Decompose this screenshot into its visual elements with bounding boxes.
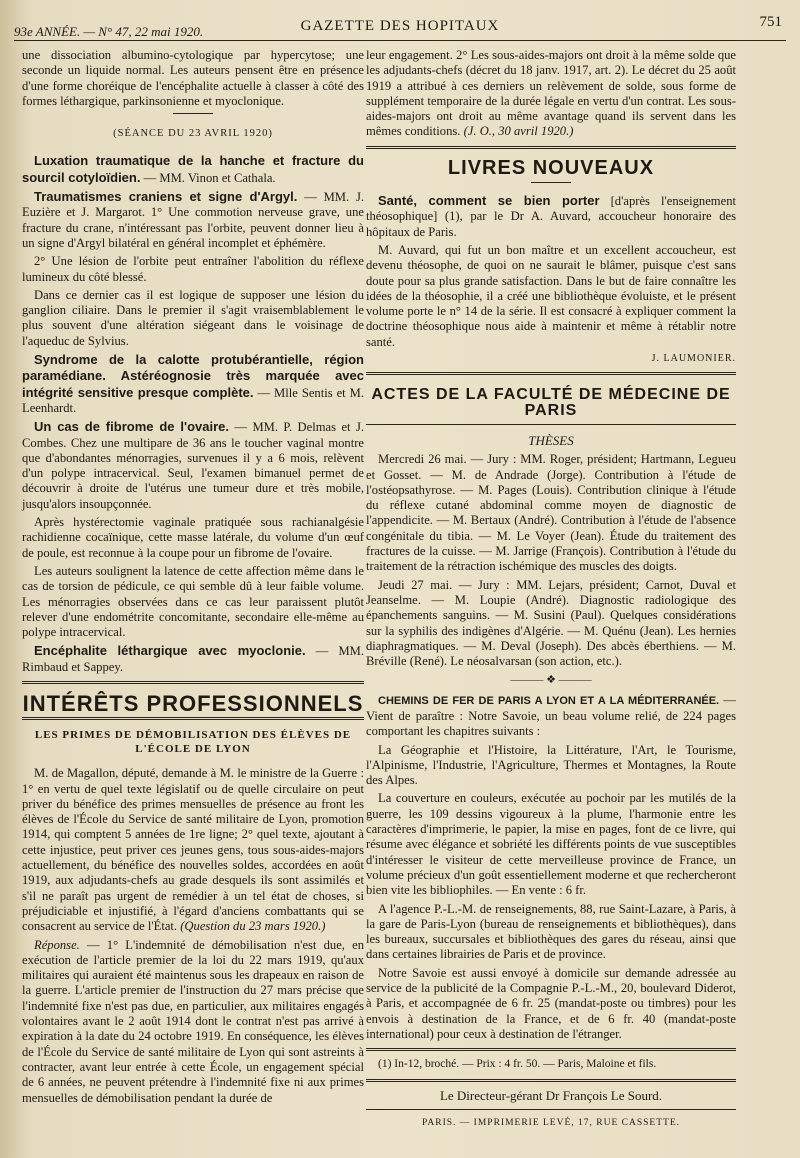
encephalite-title: Encéphalite léthargique avec myoclonie.	[34, 643, 306, 659]
divider	[531, 182, 571, 183]
encephalite-authors: — MM. Rimbaud et Sappey.	[22, 644, 364, 674]
fibrome-text: — MM. P. Delmas et J. Combes. Chez une multipare de 36 ans le toucher vaginal montre que d'abondantes ménorragies, survenues il y a 6 mois, relèvent d'un polype intracervical. Seul, l'examen bimanuel permet de découvrir à droite de l'utérus une tumeur dure et très mobile, jusqu'alors insoupçonnée.	[22, 420, 364, 511]
publication-title: GAZETTE DES HOPITAUX	[300, 18, 500, 34]
luxation-article	[22, 153, 364, 186]
review-signature: J. LAUMONIER.	[651, 353, 736, 365]
sante-text: [d'après l'enseignement théosophique] (1), par le Dr A. Auvard, accoucheur honoraire des hôpitaux de Paris.	[366, 194, 736, 239]
interets-heading: INTÉRÊTS PROFESSIONNELS	[22, 690, 364, 716]
primes-paragraph	[22, 766, 364, 934]
jeudi-paragraph: Jeudi 27 mai. — Jury : MM. Lejars, président; Carnot, Duval et Jeanselme. — M. Loupie (André). Diagnostic radiologique des épanchements sanguins. — M. Susini (Paul). Quelques considérations sur la syphilis des indigènes d'Algérie. — M. Quénu (Jean). Les hernies diaphragmatiques. — M. Deval (Joseph). Des abcès éberthiens. — M. Bréville (René). Le néosalvarsan (son action, etc.).	[366, 577, 736, 669]
imprimerie-line: PARIS. — IMPRIMERIE LEVÉ, 17, RUE CASSETTE.	[422, 1117, 680, 1128]
section-rule	[366, 424, 736, 425]
chapitres-paragraph: La Géographie et l'Histoire, la Littérature, l'Art, le Tourisme, l'Alpinisme, l'Industrie, l'Agriculture, Thermes et Montagnes, la Route des Alpes.	[366, 742, 736, 788]
agence-paragraph: A l'agence P.-L.-M. de renseignements, 88, rue Saint-Lazare, à Paris, à la gare de Paris-Lyon (bureau de renseignements et bibliothèques), dans les bureaux, succursales et bibliothèques des gares du réseau, ainsi que dans certaines librairies de Paris et de province.	[366, 901, 736, 962]
chemins-title: CHEMINS DE FER DE PARIS A LYON ET A LA MÉDITERRANÉE.	[378, 694, 720, 707]
continuation-reference: (J. O., 30 avril 1920.)	[463, 124, 574, 139]
seance-heading: (SÉANCE DU 23 AVRIL 1920)	[113, 128, 273, 140]
lesion-paragraph: 2° Une lésion de l'orbite peut entraîner l'abolition du réflexe lumineux du côté blessé.	[22, 254, 364, 284]
page-number: 751	[759, 14, 782, 30]
notre-savoie-paragraph: Notre Savoie est aussi envoyé à domicile sur demande adressée au service de la publicité de la Compagnie P.-L.-M., 20, boulevard Diderot, à Paris, et accompagnée de 6 fr. 25 (mandat-poste ou timbres) pour les envois à destination de la France, et de 6 fr. 40 (mandat-poste international) pour ceux à destination de l'étranger.	[366, 965, 736, 1041]
chemins-paragraph	[366, 693, 736, 740]
luxation-authors: — MM. Vinon et Cathala.	[143, 170, 276, 185]
footnote: (1) In-12, broché. — Prix : 4 fr. 50. — Paris, Maloine et fils.	[378, 1058, 657, 1071]
sante-title: Santé, comment se bien porter	[378, 193, 600, 209]
reponse-label: Réponse.	[34, 937, 80, 952]
left-column	[22, 48, 364, 1109]
encephalite-article	[22, 643, 364, 675]
primes-text: M. de Magallon, député, demande à M. le ministre de la Guerre : 1° en vertu de quel texte législatif ou de quelle circulaire on peut priver du bénéfice des primes mensuelles de présence au front les élèves de l'École du Service de santé militaire de Lyon, promotion 1914, qui comptent 5 années de 1re ligne; 2° quel texte, ajoutant à cette injustice, peut priver ces jeunes gens, tous sous-aides-majors actuellement, du bénéfice des nouvelles soldes, accordées en août 1919, aux adjudants-chefs au grade desquels ils sont assimilés et s'il ne paraît pas urgent de remédier à un tel état de choses, si préjudiciable et injustifié, à l'égard d'anciens combattants qui se consacrent au service de l'État.	[22, 766, 364, 934]
fibrome-title: Un cas de fibrome de l'ovaire.	[34, 419, 230, 435]
traumatismes-article	[22, 189, 364, 251]
luxation-title: Luxation traumatique de la hanche et fracture du sourcil cotyloïdien.	[22, 153, 364, 185]
question-reference: (Question du 23 mars 1920.)	[180, 919, 326, 934]
sante-review	[366, 193, 736, 240]
auvard-paragraph: M. Auvard, qui fut un bon maître et un excellent accoucheur, est devenu théosophe, de quoi on ne saurait le blâmer, puisque c'est sans doute pour sa plus grande satisfaction. Dans le but de faire connaître les idées de la théosophie, il a créé une bibliothèque évoluiste, et le présent volume porte le n° 14 de la série. Il est consacré à expliquer comment la doctrine théosophique nous aide à maintenir et même à rétablir notre santé.	[366, 242, 736, 349]
gerant-line: Le Directeur-gérant Dr François Le Sourd.	[439, 1087, 663, 1103]
intro-paragraph: une dissociation albumino-cytologique par hypercytose; une seconde un liquide normal. Les auteurs pensent être en présence d'une forme choréique de l'encéphalite actuelle à classer à côté des formes léthargique, parkinsonienne et myoclonique.	[22, 48, 364, 108]
header-rule	[14, 40, 786, 41]
fibrome-article	[22, 419, 364, 512]
mercredi-paragraph: Mercredi 26 mai. — Jury : MM. Roger, président; Hartmann, Legueu et Gosset. — M. de Andrade (Jorge). Contribution à l'étude de l'ostéopsathyrose. — M. Pages (Louis). Contribution clinique à l'étude du réflexe cutané abdominal comme moyen de diagnostic de l'appendicite. — M. Bertaux (André). Contribution à l'étude de l'absence congénitale du tibia. — M. Le Voyer (Jean). Étude du traitement des fractures de la cuisse. — M. Jarrige (François). Contribution à l'étude du traitement de la rétraction ischémique des muscles des doigts.	[366, 452, 736, 574]
page-header	[14, 12, 786, 42]
syndrome-title: Syndrome de la calotte protubérantielle, région paramédiane. Astéréognosie très marquée avec intégrité sensitive presque complète.	[22, 352, 364, 400]
section-rule	[366, 146, 736, 149]
section-rule	[366, 1048, 736, 1051]
reponse-paragraph	[22, 938, 364, 1106]
section-rule	[22, 681, 364, 684]
right-column	[366, 48, 736, 1131]
section-rule	[366, 1109, 736, 1110]
couverture-paragraph: La couverture en couleurs, exécutée au pochoir par les mutilés de la guerre, les 109 dessins vigoureux à la plume, l'harmonie entre les caractères d'imprimerie, le papier, la mise en pages, font de ce livre, qui résume avec élégance et sobriété les différents points de vue susceptibles d'intéresser le visiteur de cette merveilleuse province de France, un volume précieux d'un goût essentiellement moderne et que rechercheront bien vite les bibliophiles. — En vente : 6 fr.	[366, 791, 736, 898]
actes-heading: ACTES DE LA FACULTÉ DE MÉDECINE DE PARIS	[371, 386, 731, 419]
auteurs-paragraph: Les auteurs soulignent la latence de cette affection même dans le cas de torsion de pédicule, ce qui semble dû à leur faible volume. Les ménorragies observées dans ce cas leur paraissent plutôt relever d'une endométrite concomitante, secondaire elle-même au polype intracervical.	[22, 563, 364, 640]
continuation-text: leur engagement. 2° Les sous-aides-majors ont droit à la même solde que les adjudants-chefs (décret du 18 janv. 1917, art. 2). Le décret du 25 août 1919 a attribué à ces derniers un relèvement de solde, sous forme de supplément temporaire de la durée légale en vertu d'un contrat. Les sous-aides-majors ont droit au même avantage quand ils servent dans les mêmes conditions.	[366, 48, 736, 139]
issue-info: 93e ANNÉE. — N° 47, 22 mai 1920.	[14, 24, 204, 39]
traumatismes-text: — MM. J. Euzière et J. Margarot. 1° Une commotion nerveuse grave, une fracture du crane, n'intéressant pas l'orbite, peuvent donner lieu à un signe d'Argyl bilatéral en général incomplet et éphémère.	[22, 190, 364, 250]
chemins-text: — Vient de paraître : Notre Savoie, un beau volume relié, de 224 pages comportant les chapitres suivants :	[366, 692, 736, 739]
syndrome-authors: — Mlle Sentis et M. Leenhardt.	[22, 385, 364, 415]
section-rule	[22, 717, 364, 720]
primes-heading: LES PRIMES DE DÉMOBILISATION DES ÉLÈVES DE L'ÉCOLE DE LYON	[34, 729, 352, 756]
section-rule	[366, 1079, 736, 1082]
dans-paragraph: Dans ce dernier cas il est logique de supposer une lésion du ganglion ciliaire. Dans le premier il s'agit vraisemblablement le plus souvent d'une altération siégeant dans le voisinage de l'aqueduc de Sylvius.	[22, 287, 364, 348]
section-rule	[366, 372, 736, 375]
ornament-divider: ——— ❖ ———	[510, 674, 592, 687]
continuation-paragraph	[366, 48, 736, 140]
syndrome-article	[22, 352, 364, 416]
reponse-text: — 1° L'indemnité de démobilisation n'est due, en exécution de l'article premier de la loi du 22 mars 1919, qu'aux militaires qui auraient été maintenus sous les drapeaux en raison de la guerre. L'article premier de l'instruction du 27 mars précise que l'indemnité fixe n'est pas due, en particulier, aux militaires engagés volontaires avant le 2 août 1914 dont le contrat n'est pas arrivé à expiration à la date du 24 octobre 1919. En conséquence, les élèves de l'École du Service de santé militaire de Lyon qui sont astreints à contracter, avant leur entrée à cette École, un engagement spécial de 6 années, ne peuvent prétendre à l'indemnité fixe ni aux primes mensuelles de démobilisation pendant la durée de	[22, 937, 364, 1105]
divider	[173, 113, 213, 114]
livres-heading: LIVRES NOUVEAUX	[447, 156, 655, 179]
traumatismes-title: Traumatismes craniens et signe d'Argyl.	[34, 189, 298, 205]
apres-paragraph: Après hystérectomie vaginale pratiquée sous rachianalgésie rachidienne cocaïnique, cette masse latérale, du volume d'un œuf de poule, est reconnue à la coupe pour un fibrome de l'ovaire.	[22, 515, 364, 560]
theses-heading: THÈSES	[528, 432, 574, 448]
